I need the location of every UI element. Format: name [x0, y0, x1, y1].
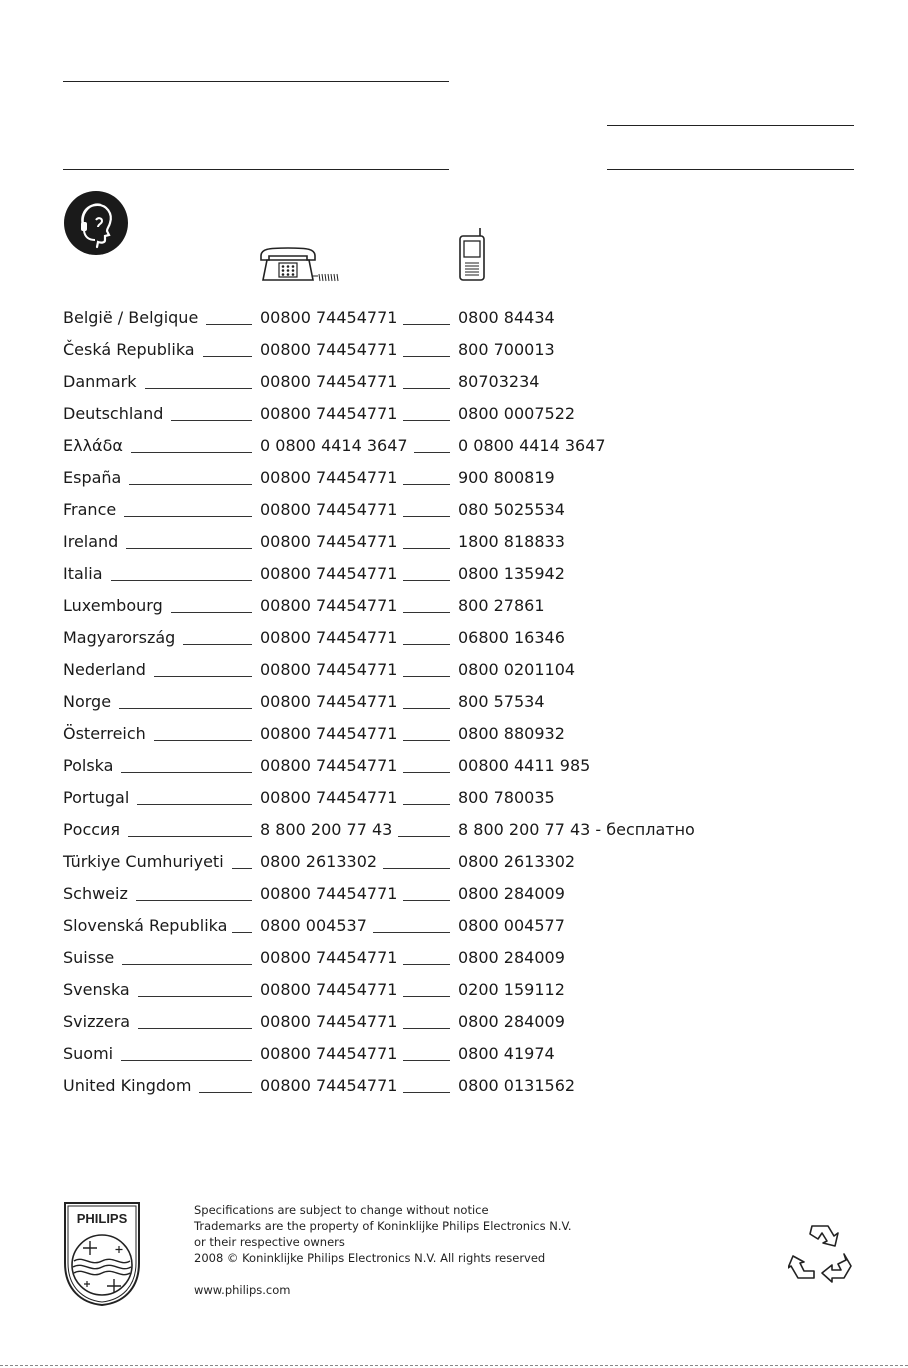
mobile-number: 0 0800 4414 3647	[458, 436, 606, 455]
mobile-number: 0800 84434	[458, 308, 555, 327]
footer-url[interactable]: www.philips.com	[194, 1283, 291, 1297]
leader-line	[414, 452, 450, 453]
list-item	[63, 916, 763, 940]
phone-number: 00800 74454771	[260, 532, 398, 551]
country-name: Polska	[63, 756, 114, 775]
phone-number: 00800 74454771	[260, 1076, 398, 1095]
phone-number: 00800 74454771	[260, 308, 398, 327]
list-item	[63, 756, 763, 780]
phone-number: 00800 74454771	[260, 1012, 398, 1031]
mobile-number: 00800 4411 985	[458, 756, 591, 775]
phone-number: 00800 74454771	[260, 372, 398, 391]
leader-line	[126, 548, 252, 549]
page-trim-line	[0, 1365, 908, 1366]
list-item	[63, 820, 763, 844]
country-name: België / Belgique	[63, 308, 199, 327]
mobile-number: 0800 284009	[458, 1012, 565, 1031]
leader-line	[403, 1060, 450, 1061]
mobile-number: 06800 16346	[458, 628, 565, 647]
phone-number: 00800 74454771	[260, 692, 398, 711]
mobile-number: 80703234	[458, 372, 540, 391]
country-name: Nederland	[63, 660, 146, 679]
leader-line	[403, 676, 450, 677]
phone-number: 00800 74454771	[260, 500, 398, 519]
phone-number: 00800 74454771	[260, 564, 398, 583]
country-name: Deutschland	[63, 404, 164, 423]
footer-line-1: Specifications are subject to change without notice	[194, 1203, 489, 1217]
leader-line	[403, 708, 450, 709]
leader-line	[137, 804, 252, 805]
list-item	[63, 436, 763, 460]
leader-line	[232, 932, 252, 933]
leader-line	[121, 1060, 252, 1061]
phone-number: 00800 74454771	[260, 884, 398, 903]
leader-line	[138, 996, 252, 997]
mobile-number: 1800 818833	[458, 532, 565, 551]
leader-line	[403, 484, 450, 485]
country-name: Česká Republika	[63, 340, 195, 359]
phone-number: 00800 74454771	[260, 404, 398, 423]
mobile-number: 0800 0201104	[458, 660, 576, 679]
footer-line-2: Trademarks are the property of Koninklijke Philips Electronics N.V.	[194, 1219, 572, 1233]
leader-line	[199, 1092, 252, 1093]
country-name: Ελλάδα	[63, 436, 123, 455]
leader-line	[124, 516, 252, 517]
country-name: United Kingdom	[63, 1076, 192, 1095]
country-name: Svenska	[63, 980, 130, 999]
leader-line	[119, 708, 252, 709]
list-item	[63, 1044, 763, 1068]
country-name: Portugal	[63, 788, 130, 807]
list-item	[63, 660, 763, 684]
phone-number: 00800 74454771	[260, 628, 398, 647]
leader-line	[111, 580, 253, 581]
leader-line	[383, 868, 450, 869]
list-item	[63, 788, 763, 812]
list-item	[63, 1076, 763, 1100]
list-item	[63, 564, 763, 588]
country-name: España	[63, 468, 122, 487]
leader-line	[171, 612, 252, 613]
phone-number: 8 800 200 77 43	[260, 820, 393, 839]
list-item	[63, 724, 763, 748]
country-name: Türkiye Cumhuriyeti	[63, 852, 224, 871]
phone-number: 00800 74454771	[260, 788, 398, 807]
list-item	[63, 980, 763, 1004]
leader-line	[145, 388, 253, 389]
phone-number: 00800 74454771	[260, 660, 398, 679]
mobile-number: 0800 004577	[458, 916, 565, 935]
list-item	[63, 372, 763, 396]
country-name: Svizzera	[63, 1012, 131, 1031]
phone-number: 00800 74454771	[260, 340, 398, 359]
leader-line	[131, 452, 252, 453]
mobile-number: 0800 0007522	[458, 404, 576, 423]
country-name: Suomi	[63, 1044, 114, 1063]
leader-line	[403, 612, 450, 613]
leader-line	[403, 900, 450, 901]
list-item	[63, 340, 763, 364]
leader-line	[403, 804, 450, 805]
mobile-number: 0800 284009	[458, 948, 565, 967]
phone-number: 0800 2613302	[260, 852, 378, 871]
mobile-number: 0200 159112	[458, 980, 565, 999]
country-name: Slovenská Republika	[63, 916, 228, 935]
phone-number: 00800 74454771	[260, 724, 398, 743]
country-name: Magyarország	[63, 628, 176, 647]
list-item	[63, 500, 763, 524]
leader-line	[403, 1092, 450, 1093]
leader-line	[183, 644, 252, 645]
mobile-number: 800 27861	[458, 596, 545, 615]
leader-line	[403, 548, 450, 549]
list-item	[63, 468, 763, 492]
phone-number: 00800 74454771	[260, 756, 398, 775]
mobile-number: 0800 284009	[458, 884, 565, 903]
mobile-number: 900 800819	[458, 468, 555, 487]
leader-line	[136, 900, 252, 901]
leader-line	[403, 356, 450, 357]
leader-line	[128, 836, 252, 837]
country-name: Schweiz	[63, 884, 128, 903]
country-name: Suisse	[63, 948, 115, 967]
list-item	[63, 884, 763, 908]
phone-number: 00800 74454771	[260, 596, 398, 615]
country-name: Ireland	[63, 532, 119, 551]
footer-notice	[194, 1202, 572, 1266]
philips-shield-logo	[63, 1201, 141, 1307]
country-name: Norge	[63, 692, 112, 711]
leader-line	[403, 740, 450, 741]
leader-line	[403, 644, 450, 645]
recycle-icon	[788, 1220, 854, 1286]
footer-line-4: 2008 © Koninklijke Philips Electronics N.V. All rights reserved	[194, 1251, 546, 1265]
mobile-phone-icon	[458, 226, 488, 282]
headset-support-icon	[63, 190, 129, 256]
top-rule-left-1	[63, 81, 449, 82]
leader-line	[206, 324, 252, 325]
leader-line	[138, 1028, 252, 1029]
list-item	[63, 948, 763, 972]
leader-line	[232, 868, 252, 869]
top-rule-right-2	[607, 169, 854, 170]
country-name: Россия	[63, 820, 121, 839]
mobile-number: 0800 2613302	[458, 852, 576, 871]
leader-line	[403, 516, 450, 517]
leader-line	[403, 996, 450, 997]
leader-line	[373, 932, 450, 933]
leader-line	[154, 740, 252, 741]
leader-line	[121, 772, 252, 773]
leader-line	[403, 420, 450, 421]
phone-number: 00800 74454771	[260, 1044, 398, 1063]
leader-line	[398, 836, 450, 837]
leader-line	[154, 676, 252, 677]
mobile-number: 8 800 200 77 43 - бесплатно	[458, 820, 695, 839]
phone-number: 00800 74454771	[260, 948, 398, 967]
country-name: Luxembourg	[63, 596, 163, 615]
brand-name: PHILIPS	[76, 1211, 128, 1226]
country-name: Danmark	[63, 372, 137, 391]
leader-line	[403, 772, 450, 773]
telephone-icon	[258, 246, 344, 284]
phone-number: 00800 74454771	[260, 980, 398, 999]
leader-line	[403, 388, 450, 389]
leader-line	[122, 964, 252, 965]
mobile-number: 0800 41974	[458, 1044, 555, 1063]
leader-line	[403, 1028, 450, 1029]
top-rule-left-2	[63, 169, 449, 170]
leader-line	[403, 580, 450, 581]
leader-line	[171, 420, 252, 421]
list-item	[63, 1012, 763, 1036]
list-item	[63, 308, 763, 332]
phone-number: 0800 004537	[260, 916, 367, 935]
leader-line	[403, 324, 450, 325]
footer-line-3: or their respective owners	[194, 1235, 345, 1249]
leader-line	[203, 356, 252, 357]
mobile-number: 800 780035	[458, 788, 555, 807]
leader-line	[129, 484, 252, 485]
list-item	[63, 404, 763, 428]
country-name: France	[63, 500, 117, 519]
mobile-number: 080 5025534	[458, 500, 565, 519]
mobile-number: 0800 0131562	[458, 1076, 576, 1095]
mobile-number: 0800 880932	[458, 724, 565, 743]
list-item	[63, 532, 763, 556]
leader-line	[403, 964, 450, 965]
top-rule-right-1	[607, 125, 854, 126]
country-name: Italia	[63, 564, 103, 583]
country-name: Österreich	[63, 724, 146, 743]
list-item	[63, 852, 763, 876]
list-item	[63, 596, 763, 620]
list-item	[63, 628, 763, 652]
mobile-number: 800 700013	[458, 340, 555, 359]
mobile-number: 0800 135942	[458, 564, 565, 583]
phone-number: 00800 74454771	[260, 468, 398, 487]
phone-number: 0 0800 4414 3647	[260, 436, 408, 455]
mobile-number: 800 57534	[458, 692, 545, 711]
list-item	[63, 692, 763, 716]
